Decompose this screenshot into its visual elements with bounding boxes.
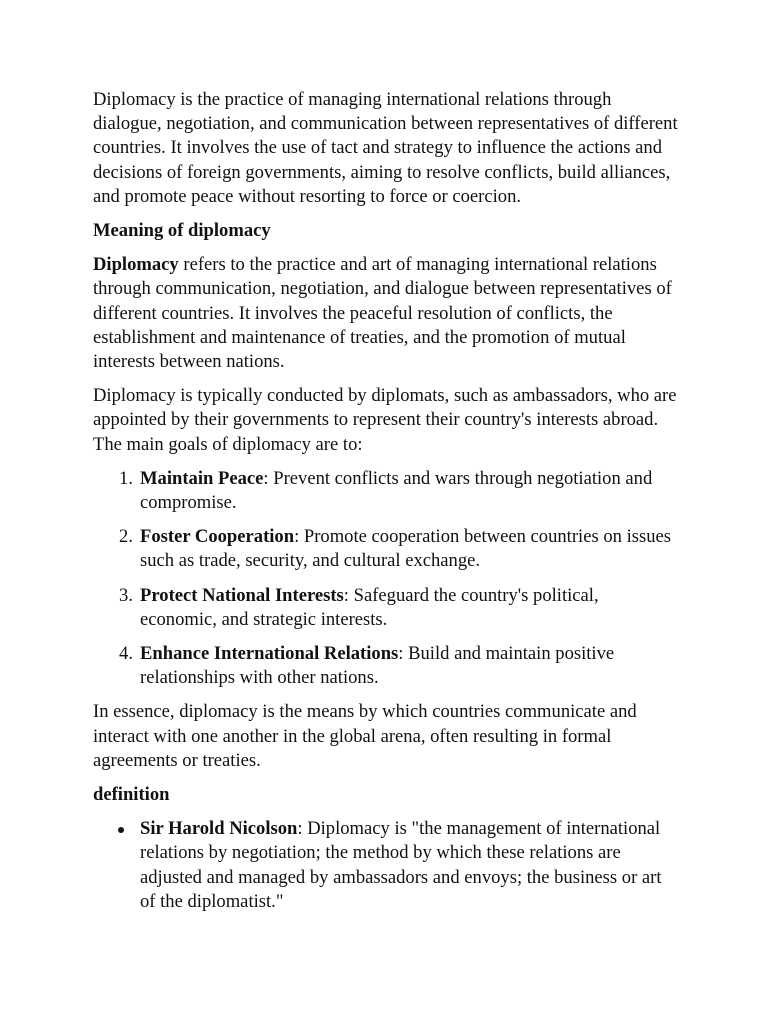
list-number: 2. [119,526,133,548]
list-item [93,525,678,573]
diplomacy-term: Diplomacy [93,254,179,276]
document-body [93,88,678,924]
goal-text: : Prevent conflicts and wars through negotiation and compromise. [140,467,653,514]
goals-list [93,467,678,691]
list-item [93,817,678,914]
list-item [93,584,678,632]
definition-author: Sir Harold Nicolson [140,818,298,840]
list-number: 4. [119,643,133,665]
goal-text: : Promote cooperation between countries on issues such as trade, security, and cultural exchange. [140,526,672,572]
goal-text: : Build and maintain positive relationships with other nations. [140,643,615,689]
goal-title: Protect National Interests [140,584,344,606]
diplomats-paragraph: Diplomacy is typically conducted by diplomats, such as ambassadors, who are appointed by their governments to represent their country's interests abroad. The main goals of diplomacy are to: [93,385,677,455]
bullet-icon [118,827,124,833]
goal-title: Enhance International Relations [140,643,399,665]
goal-title: Foster Cooperation [140,526,295,548]
definition-text: : Diplomacy is "the management of international relations by negotiation; the method by which these relations are adjusted and managed by ambassadors and envoys; the business or art of the diplomatist." [140,818,662,912]
list-number: 1. [119,467,133,489]
goal-text: : Safeguard the country's political, economic, and strategic interests. [140,584,599,630]
intro-paragraph: Diplomacy is the practice of managing international relations through dialogue, negotiation, and communication between representatives of different countries. It involves the use of tact and strategy to influence the actions and decisions of foreign governments, aiming to resolve conflicts, build alliances, and promote peace without resorting to force or coercion. [93,89,678,207]
meaning-paragraph [93,253,678,374]
definition-heading: definition [93,784,170,806]
goal-title: Maintain Peace [140,467,264,489]
list-number: 3. [119,584,133,606]
definition-list [93,817,678,914]
meaning-heading: Meaning of diplomacy [93,220,271,242]
list-item [93,642,678,690]
list-item [93,467,678,515]
meaning-paragraph-text: refers to the practice and art of managing international relations through communication, negotiation, and dialogue between representatives of different countries. It involves the peaceful resolution of conflicts, the establishment and maintenance of treaties, and the promotion of mutual interests between nations. [93,254,672,373]
essence-paragraph: In essence, diplomacy is the means by which countries communicate and interact with one another in the global arena, often resulting in formal agreements or treaties. [93,701,637,771]
